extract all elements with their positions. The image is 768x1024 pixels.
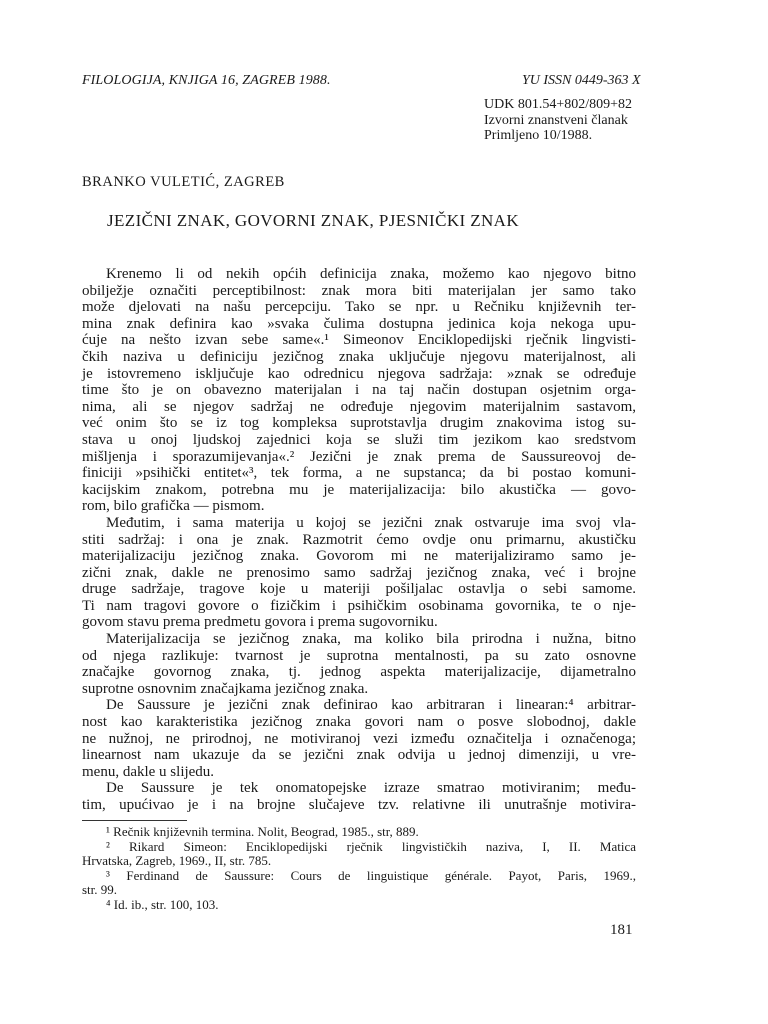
article-title: JEZIČNI ZNAK, GOVORNI ZNAK, PJESNIČKI ZNAK bbox=[107, 211, 520, 230]
body-line: rom, bilo grafička — pismom. bbox=[82, 498, 265, 515]
author-line: BRANKO VULETIĆ, ZAGREB bbox=[82, 174, 285, 190]
body-line: De Saussure je tek onomatopejske izraze smatrao motiviranim; među- bbox=[106, 780, 636, 797]
body-line: Krenemo li od nekih općih definicija znaka, možemo kao njegovo bitno bbox=[106, 266, 636, 282]
body-line: menu, dakle u slijedu. bbox=[82, 763, 215, 780]
footnote-4: ⁴ Id. ib., str. 100, 103. bbox=[106, 896, 219, 912]
footnote-1: ¹ Rečnik književnih termina. Nolit, Beograd, 1985., str, 889. bbox=[106, 824, 419, 839]
body-line: mišljenja i sporazumijevanja«.² Jezični je znak prema de Saussureovoj de- bbox=[82, 448, 636, 465]
body-line: ćuje na nešto izvan sebe same«.¹ Simeonov Enciklopedijski rječnik lingvisti- bbox=[82, 332, 636, 349]
body-line: linearnost nam ukazuje da se jezični znak odvija u jednoj dimenziji, u vre- bbox=[82, 747, 636, 764]
received-date: Primljeno 10/1988. bbox=[484, 128, 593, 143]
body-line: može djelovati na našu percepciju. Tako se npr. u Rečniku književnih ter- bbox=[82, 299, 636, 316]
footnotes bbox=[82, 825, 636, 913]
body-line: već onim što se iz tog kompleksa suprotstavlja drugim znakovima istog su- bbox=[82, 415, 636, 432]
body-line: stava u onoj ljudskoj zajednici koja se služi tim jezikom kao sredstvom bbox=[82, 431, 636, 448]
body-line: suprotne osnovnim značajkama jezičnog znaka. bbox=[82, 680, 369, 697]
udk-code: UDK 801.54+802/809+82 bbox=[484, 97, 633, 112]
body-line: time što je on obavezno materijalan i na taj način dostupan osjetnim orga- bbox=[82, 382, 636, 399]
body-line: nima, ali se njegov sadržaj ne određuje njegovim materijalnim sastavom, bbox=[82, 398, 636, 415]
body-line: zični znak, dakle ne prenosimo samo sadržaj jezičnog znaka, već i brojne bbox=[82, 564, 636, 581]
body-line: od njega razlikuje: tvarnost je suprotna mentalnosti, pa su zato osnovne bbox=[82, 647, 636, 664]
page-number: 181 bbox=[610, 922, 633, 938]
body-line: značajke govornog znaka, tj. jednog aspekta materijalizacije, dijametralno bbox=[82, 664, 636, 681]
body-line: čkih naziva u definiciju jezičnog znaka uključuje njegovu materijalnost, ali bbox=[82, 348, 636, 365]
journal-header: FILOLOGIJA, KNJIGA 16, ZAGREB 1988. bbox=[82, 73, 331, 88]
body-line: druge sadržaje, tragove koje u materiji pošiljalac ostavlja o sebi samome. bbox=[82, 581, 636, 598]
body-line: stiti sadržaj: i ona je znak. Razmotrit ćemo ovdje onu primarnu, akustičku bbox=[82, 531, 636, 548]
article-body bbox=[82, 266, 636, 814]
body-line: finiciji »psihički entitet«³, tek forma, a ne supstanca; da bi postao komuni- bbox=[82, 465, 636, 482]
body-line: Ti nam tragovi govore o fizičkim i psihičkim osobinama govornika, te o nje- bbox=[82, 597, 636, 614]
body-line: tim, upućivao je i na brojne slučajeve tzv. relativne ili unutrašnje motivira- bbox=[82, 797, 636, 813]
footnote-divider bbox=[82, 820, 187, 821]
body-line: De Saussure je jezični znak definirao kao arbitraran i linearan:⁴ arbitrar- bbox=[106, 697, 636, 714]
body-line: Međutim, i sama materija u kojoj se jezični znak ostvaruje ima svoj vla- bbox=[106, 514, 636, 531]
article-type: Izvorni znanstveni članak bbox=[484, 112, 628, 128]
article-meta bbox=[484, 97, 632, 144]
body-line: nost kao karakteristika jezičnog znaka govori nam o posve slobodnoj, dakle bbox=[82, 714, 636, 731]
footnote-3: ³ Ferdinand de Saussure: Cours de linguistique générale. Payot, Paris, 1969., str. 99. bbox=[82, 867, 636, 898]
body-line: ne nužnoj, ne prirodnoj, ne motiviranoj vezi između označitelja i označenoga; bbox=[82, 730, 636, 747]
footnote-2: ² Rikard Simeon: Enciklopedijski rječnik lingvističkih naziva, I, II. Matica Hrvatska, Zagreb, 1969., II, str. 785. bbox=[82, 838, 636, 869]
issn-header: YU ISSN 0449-363 X bbox=[522, 73, 641, 88]
body-line: obilježje označiti perceptibilnost: znak mora biti materijalan jer samo tako bbox=[82, 282, 636, 299]
body-line: mina znak definira kao »svaka čulima dostupna jedinica koja nekoga upu- bbox=[82, 315, 636, 332]
body-line: kacijskim znakom, potrebna mu je materijalizacija: bilo akustička — govo- bbox=[82, 481, 636, 498]
body-line: je istovremeno isključuje kao odrednicu njegova sadržaja: »znak se određuje bbox=[82, 365, 636, 382]
body-line: govom stavu prema predmetu govora i prema sugovorniku. bbox=[82, 614, 438, 631]
body-line: materijalizaciju jezičnog znaka. Govorom mi ne materijaliziramo samo je- bbox=[82, 548, 636, 565]
body-line: Materijalizacija se jezičnog znaka, ma koliko bila prirodna i nužna, bitno bbox=[106, 631, 636, 648]
